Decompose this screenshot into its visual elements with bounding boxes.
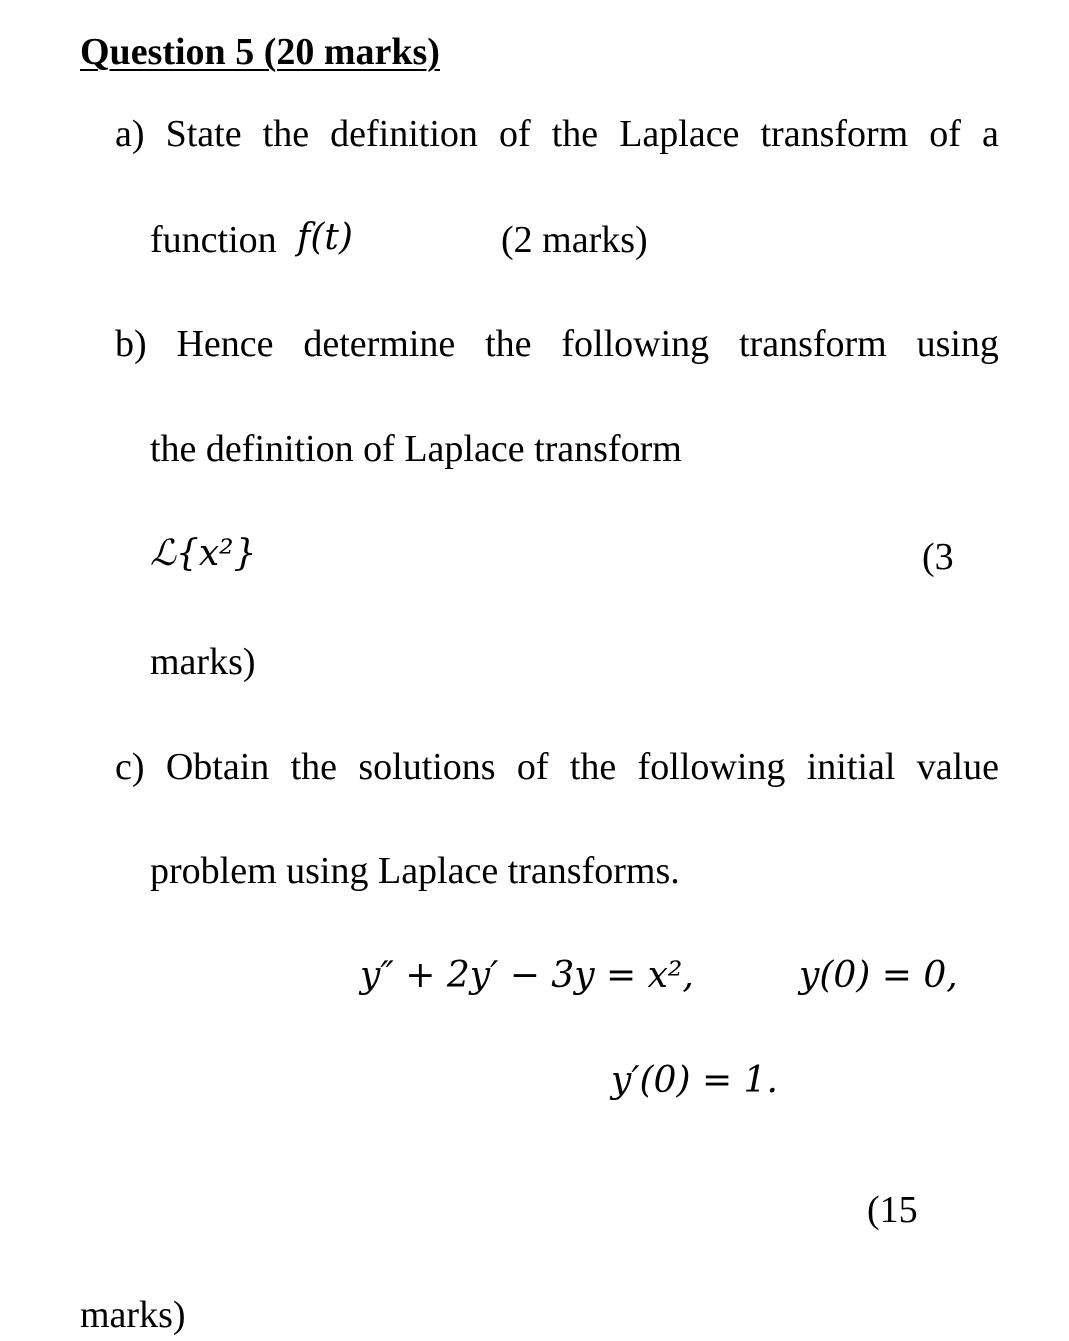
part-a-marks: (2 marks) <box>501 219 648 261</box>
part-a-line1 <box>115 115 999 153</box>
part-c-line1 <box>115 748 999 786</box>
part-c-marks-open: (15 <box>867 1189 918 1231</box>
word: the <box>569 746 617 788</box>
word: the <box>551 113 599 155</box>
part-b-marks-open: (3 <box>922 536 954 578</box>
word: Hence <box>176 323 274 365</box>
word: following <box>637 746 786 788</box>
question-title: Question 5 (20 marks) <box>80 31 440 73</box>
word: of <box>929 113 961 155</box>
word: the <box>485 323 532 365</box>
part-c-equation: y″ + 2y′ − 3y = x², <box>360 955 694 996</box>
word: initial <box>806 746 896 788</box>
word: using <box>916 323 999 365</box>
word: the <box>290 746 338 788</box>
part-c-line2: problem using Laplace transforms. <box>150 850 680 892</box>
word: b) <box>115 323 147 365</box>
part-c-condition1: y(0) = 0, <box>799 955 958 996</box>
word: of <box>516 746 549 788</box>
part-a-line2-text: function <box>150 219 277 261</box>
word: Laplace <box>619 113 740 155</box>
part-b-marks-close: marks) <box>150 641 256 683</box>
part-b-line1 <box>115 325 999 363</box>
word: State <box>165 113 242 155</box>
word: the <box>262 113 310 155</box>
word: transform <box>739 323 887 365</box>
word: following <box>561 323 710 365</box>
word: of <box>498 113 531 155</box>
word: a <box>982 113 999 155</box>
word: value <box>916 746 999 788</box>
part-c-marks-close: marks) <box>80 1294 186 1336</box>
word: definition <box>330 113 478 155</box>
part-b-expression: ℒ{x²} <box>150 533 257 574</box>
part-c-condition2: y′(0) = 1. <box>611 1060 778 1101</box>
word: c) <box>115 746 145 788</box>
word: Obtain <box>165 746 270 788</box>
part-b-line2: the definition of Laplace transform <box>150 428 682 470</box>
part-a-function-math: f(t) <box>297 217 353 258</box>
word: determine <box>303 323 456 365</box>
word: transform <box>760 113 909 155</box>
word: a) <box>115 113 145 155</box>
word: solutions <box>358 746 496 788</box>
